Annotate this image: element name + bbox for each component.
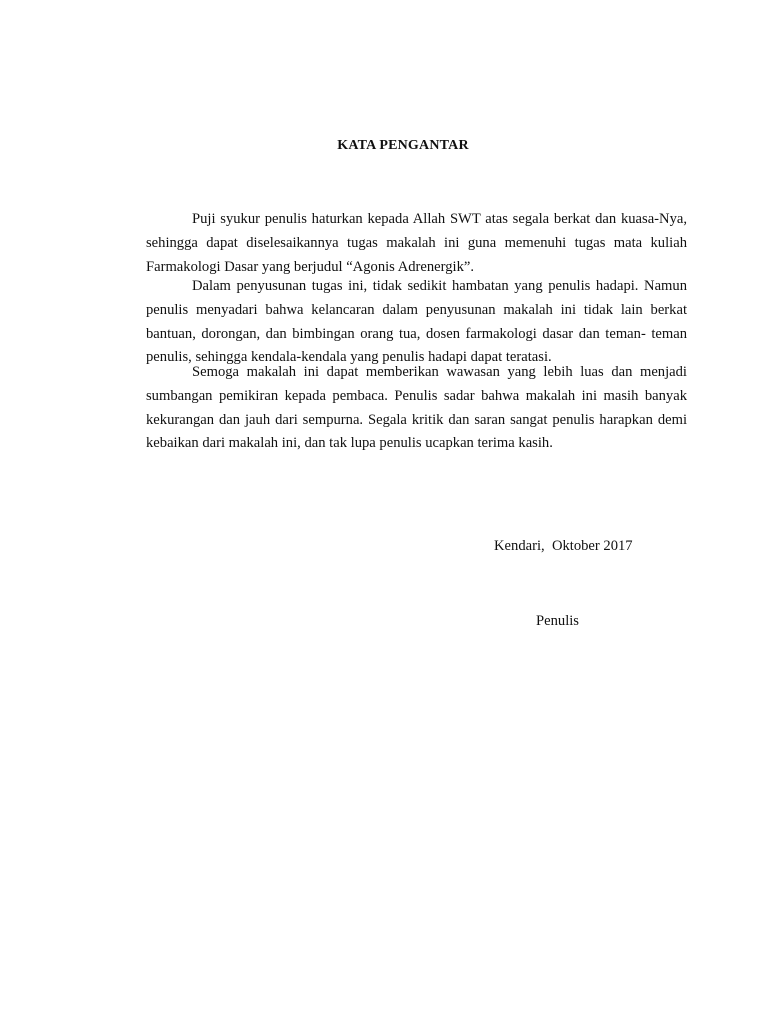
page-title: KATA PENGANTAR — [337, 138, 469, 153]
paragraph-1 — [146, 208, 687, 279]
paragraph-3 — [146, 361, 687, 456]
closing-author: Penulis — [536, 613, 579, 629]
paragraph-1-text: Puji syukur penulis haturkan kepada Allah SWT atas segala berkat dan kuasa-Nya, sehingga dapat diselesaikannya tugas makalah ini guna memenuhi tugas mata kuliah Farmakologi Dasar yang berjudul “Agonis Adrenergik”. — [146, 211, 687, 275]
paragraph-2 — [146, 275, 687, 370]
paragraph-2-text: Dalam penyusunan tugas ini, tidak sedikit hambatan yang penulis hadapi. Namun penulis menyadari bahwa kelancaran dalam penyusunan makalah ini tidak lain berkat bantuan, dorongan, dan bimbingan orang tua, dosen farmakologi dasar dan teman- teman penulis, sehingga kendala-kendala yang penulis hadapi dapat teratasi. — [146, 278, 687, 366]
closing-place-date: Kendari, Oktober 2017 — [494, 538, 633, 554]
paragraph-3-text: Semoga makalah ini dapat memberikan wawasan yang lebih luas dan menjadi sumbangan pemikiran kepada pembaca. Penulis sadar bahwa makalah ini masih banyak kekurangan dan jauh dari sempurna. Segala kritik dan saran sangat penulis harapkan demi kebaikan dari makalah ini, dan tak lupa penulis ucapkan terima kasih. — [146, 364, 687, 452]
